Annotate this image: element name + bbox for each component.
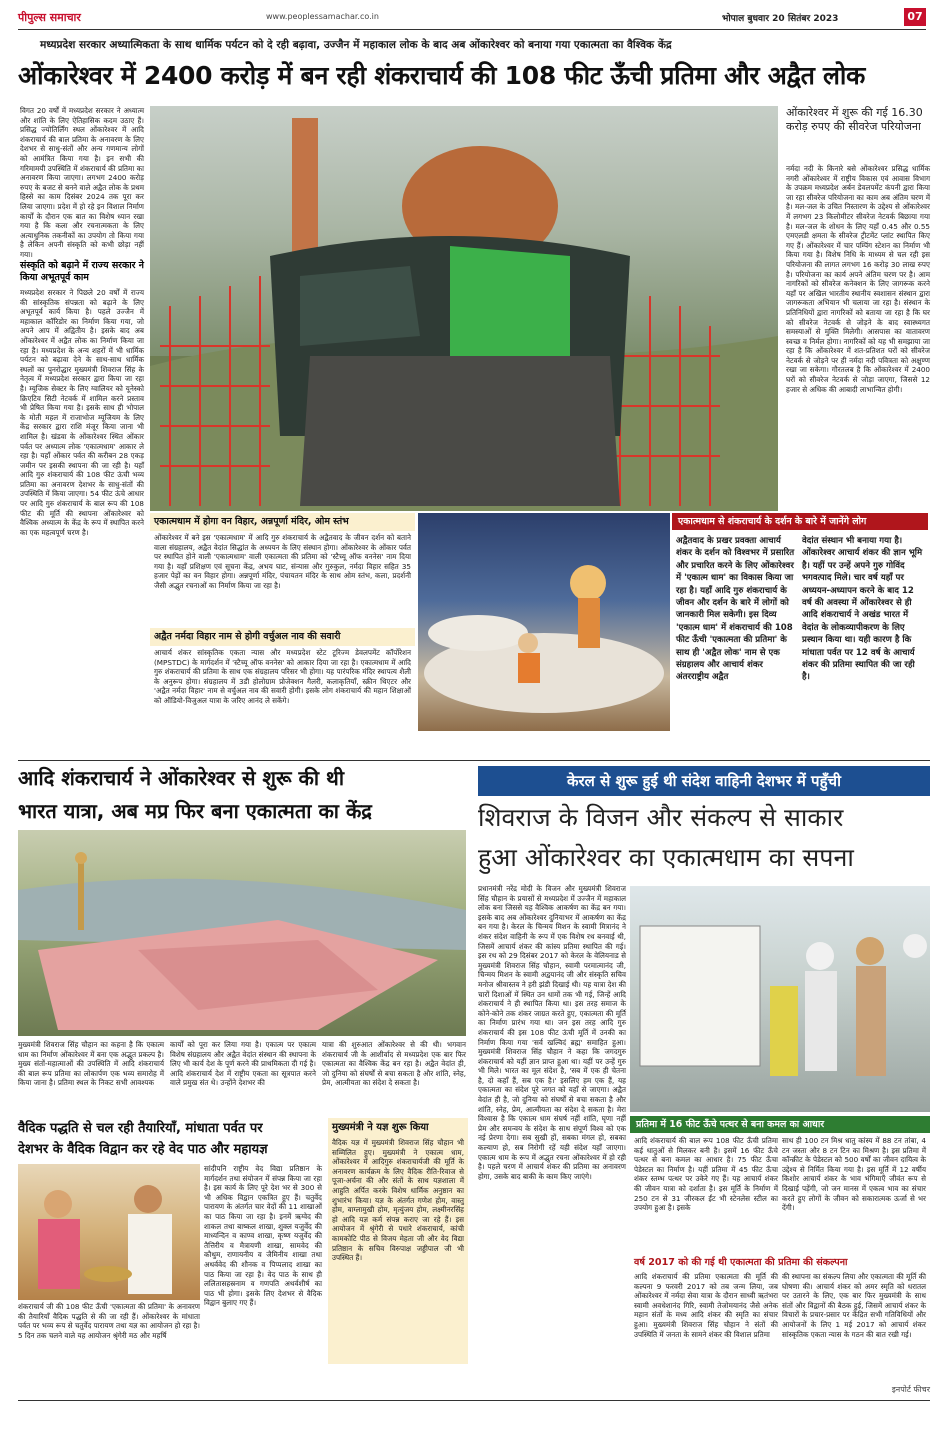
narmada-vihar-headline: अद्वैत नर्मदा विहार नाम से होगी वर्चुअल नाव की सवारी: [150, 628, 415, 646]
narmada-vihar-box: [150, 628, 415, 750]
masthead-website: www.peoplessamachar.co.in: [266, 12, 379, 21]
yatra-col2: कार्यों को पूरा कर लिया गया है। एकात्म पर एकात्म विशेष संग्रहालय और अद्वैत वेदांत संस्थान की स्थापना के लिए भी कार्य देश के पूर्ण करने की प्राथमिकता दी गई है। आदि शंकराचार्य देश में राष्ट्रीय एकता का सूत्रपात करने वाले प्रमुख संत थे। उन्होंने देशभर की: [170, 1040, 316, 1088]
cm-visit-photo: [630, 886, 930, 1112]
darshan-box: [672, 513, 928, 751]
footer-credit: इनपोर्ट फीचर: [891, 1385, 930, 1394]
sankalpana-col2: की स्थापना का संकल्प लिया और एकात्मता की मूर्ति की घोषणा की। आचार्य शंकर को अमर स्मृति को धरातल पर उतारने के लिए, एक बार फिर मुख्यमंत्री के साथ संतों और विद्वानों की बैठक हुई, जिसमें आचार्य शंकर के विचारों के प्रचार-प्रसार पर केंद्रित सभी गतिविधियों और आयोजनों के लिए 1 मई 2017 को आचार्य शंकर सांस्कृतिक एकता न्यास के गठन की बात रखी गई।: [782, 1272, 926, 1339]
yajna-photo: [18, 1164, 200, 1300]
narmada-vihar-body: आचार्य शंकर सांस्कृतिक एकता न्यास और मध्यप्रदेश स्टेट टूरिज्म डेवलपमेंट कॉर्पोरेशन (MPSTDC) के मार्गदर्शन में 'स्टैच्यू ऑफ वननेस' को आकार दिया जा रहा है। एकात्मधाम में आदि गुरु शंकराचार्य की प्रतिमा के साथ एक संग्रहालय परिसर भी होगा। यह पारंपरिक मंदिर स्थापत्य शैली के अनुरूप होगा। संग्रहालय में 3डी होलोग्राम प्रोजेक्शन गैलरी, कलाकृतियाँ, स्क्रीन थिएटर और 'अद्वैत नर्मदा विहार' नाम से वर्चुअल नाव की सवारी होगी। इसके लोग शंकराचार्य की महान शिक्षाओं को ऑडियो-विजुअल यात्रा के जरिए आनंद ले सकेंगे।: [154, 648, 411, 705]
kerala-headline-line2: हुआ ओंकारेश्वर का एकात्मधाम का सपना: [478, 843, 854, 872]
sankalpana-col1: आदि शंकराचार्य की प्रतिमा एकात्मता की मूर्ति की कल्पना 9 फरवरी 2017 को तब जन्म लिया, जब ओंकारेश्वर में नर्मदा सेवा यात्रा के दौरान साध्वी ऋतंभरा स्वामी अवधेशानंद गिरि, स्वामी तेजोमयानंद जैसे अनेक महान संतों के मध्य आदि शंकर की स्मृति का संचार हुआ। मुख्यमंत्री शिवराज सिंह चौहान ने संतों की उपस्थिति में जनता के सामने शंकर की विशाल प्रतिमा: [634, 1272, 778, 1339]
vaidik-headline-line2: देशभर के वैदिक विद्वान कर रहे वेद पाठ और महायज्ञ: [18, 1142, 268, 1157]
kicker: मध्यप्रदेश सरकार अध्यात्मिकता के साथ धार्मिक पर्यटन को दे रही बढ़ावा, उज्जैन में महाकाल लोक के बाद अब ओंकारेश्वर को बनाया गया एकात्मता का वैश्विक केंद्र: [40, 39, 672, 51]
sankalpana-box: [630, 1254, 930, 1378]
kamal-headline: प्रतिमा में 16 फीट ऊँचे पत्थर से बना कमल का आधार: [630, 1116, 930, 1133]
left-column: [20, 106, 144, 537]
ekatmadham-aerial-photo: [18, 830, 466, 1036]
culture-subhead: संस्कृति को बढ़ाने में राज्य सरकार ने किया अभूतपूर्व काम: [20, 260, 144, 283]
kerala-banner: केरल से शुरू हुई थी संदेश वाहिनी देशभर में पहुँची: [478, 766, 930, 796]
aerial-illustration: [18, 830, 466, 1036]
darshan-col2: वेदांत संस्थान भी बनाया गया है। ओंकारेश्वर आचार्य शंकर की ज्ञान भूमि है। यहीं पर उन्हें अपने गुरु गोविंद भगवत्पाद मिले। चार वर्ष यहाँ पर अध्ययन-अध्यापन करने के बाद 12 वर्ष की अवस्था में ओंकारेश्वर से ही आदि शंकराचार्य ने अखंड भारत में वेदांत के लोकव्यापीकरण के लिए प्रस्थान किया था। यही कारण है कि मांधाता पर्वत पर 12 वर्ष के आचार्य शंकर की प्रतिमा स्थापित की जा रही है।: [802, 536, 923, 683]
yatra-headline-line1: आदि शंकराचार्य ने ओंकारेश्वर से शुरू की थी: [18, 766, 344, 790]
footer-rule: [18, 1400, 930, 1401]
mukhyamantri-box: [328, 1118, 468, 1364]
scaffold-illustration: [150, 106, 778, 511]
kerala-body: प्रधानमंत्री नरेंद्र मोदी के विजन और मुख्यमंत्री शिवराज सिंह चौहान के प्रयासों से मध्यप्रदेश में उज्जैन में महाकाल लोक बना जिससे यह वैश्विक आकर्षण का केंद्र बन गया। इसके बाद अब ओंकारेश्वर दुनियाभर में आकर्षण का केंद्र बन गया है। केरल के चिन्मय मिशन के स्वामी मित्रानंद ने शंकर संदेश वाहिनी के रूप में एक विशेष रथ बनवाई थी, जिसमें आचार्य शंकर की कांस्य प्रतिमा स्थापित की गई। इस रथ को 29 दिसंबर 2017 को केरल के वेलियनाड से मुख्यमंत्री शिवराज सिंह चौहान, स्वामी परमात्मानंद जी, चिन्मय मिशन के स्वामी अद्वयानंद जी और संस्कृति सचिव मनोज श्रीवास्तव ने हरी झंडी दिखाई थी। यह यात्रा देश की चारों दिशाओं में स्थित उन धामों तक भी गई, जिन्हें आदि शंकराचार्य ने ही स्थापित किया था। इस तरह समाज के कोने-कोने तक शंकर जाग्रत करते हुए, एकात्मता की मूर्ति का निर्माण प्रारंभ गया था। जन इस तरह आदि गुरु शंकराचार्य की इस 108 फीट ऊंची मूर्ति में उनकी का निर्माण किया गया 'सर्व खल्विदं ब्रह्म' समाहित हुआ। मुख्यमंत्री शिवराज सिंह चौहान ने कहा कि जगदगुरु शंकराचार्य को यहीं ज्ञान प्राप्त हुआ था। यहीं पर उन्हें गुरु भी मिले। भारत का मूल संदेश है, 'सब में एक ही चेतना है, दो कहाँ हैं, सब एक है।' इसलिए हम एक हैं, यह एकात्मता का संदेश पूरे जगत को यहाँ से जाएगा। अद्वैत वेदांत ही है, जो दुनिया को संघर्षों से बचा सकता है और शांति, स्नेह, प्रेम, आत्मीयता का संदेश दे सकता है। मेरा विश्वास है कि एकात्म धाम संघर्ष नहीं शांति, घृणा नहीं प्रेम और समन्वय के संदेश के साथ संपूर्ण विश्व को एक नई प्रेरणा देगा। सब सुखी हों, सबका मंगल हो, सबका कल्याण हो, सब निरोगी रहें यही संदेश यहाँ जाएगा। एकात्म धाम के रूप में अद्भुत रचना ओंकारेश्वर में हो रही है। पहले चरण में आचार्य शंकर की प्रतिमा का अनावरण होगा, उसके बाद बाकी के काम किए जाएंगे।: [478, 884, 626, 1181]
cm-visit-illustration: [630, 886, 930, 1112]
ekatmadham-box: [150, 513, 415, 627]
yajna-illustration: [18, 1164, 200, 1300]
divider-horizontal: [18, 760, 930, 761]
culture-paragraph: मध्यप्रदेश सरकार ने पिछले 20 वर्षों में राज्य की सांस्कृतिक संपन्नता को बढ़ाने के लिए अभूतपूर्व कार्य किया है। पहले उज्जैन में महाकाल कॉरिडोर का निर्माण किया गया, जो अपने आप में अद्वितीय है। इसके बाद अब ओंकारेश्वर में अद्वैत लोक का निर्माण किया जा रहा है। मध्यप्रदेश के अन्य शहरों में भी धार्मिक पर्यटन को बढ़ावा देने के साथ-साथ धार्मिक स्थलों का पुनरोद्धार मुख्यमंत्री शिवराज सिंह के नेतृत्व में मध्यप्रदेश सरकार द्वारा किया जा रहा है। म्यूजिक सेक्टर के लिए ग्वालियर को यूनेस्को क्रिएटिव सिटी नेटवर्क में शामिल करने प्रस्ताव भी प्रेषित किया गया है। इसके साथ ही भोपाल के मोती महल में राजाभोज म्यूजियम के लिए केंद्र सरकार द्वारा राशि मंजूर किया जाना भी शामिल है। खंडवा के ओंकारेश्वर स्थित ओंकार पर्वत पर अध्यात्म लोक 'एकात्मधाम' आकार ले रहा है। यहाँ ओंकार पर्वत की करीबन 28 एकड़ जमीन पर इसकी स्थापना की जा रही है। यहाँ आदि गुरु शंकराचार्य की 108 फीट ऊंची भव्य प्रतिमा का अनावरण देशभर के साधु-संतों की उपस्थिति में किया जाएगा। 54 फीट ऊंचे आधार पर आदि गुरु शंकराचार्य के बाल रूप की 108 फीट की मूर्ति की स्थापना ओंकारेश्वर को वैश्विक अध्यात्म के केंद्र के रूप में स्थापित करने का एक महत्वपूर्ण चरण है।: [20, 288, 144, 537]
mukhyamantri-body: वैदिक यज्ञ में मुख्यमंत्री शिवराज सिंह चौहान भी सम्मिलित हुए। मुख्यमंत्री ने एकात्म धाम, ओंकारेश्वर में आदिगुरु शंकराचार्यजी की मूर्ति के अनावरण कार्यक्रम के लिए वैदिक रीति-रिवाज से पूजा-अर्चना की और संतों के साथ यज्ञशाला में आहुति अर्पित करके विशेष धार्मिक अनुष्ठान का शुभारंभ किया। यज्ञ के अंतर्गत गणेश होम, वास्तु होम, वाग्लामुखी होम, मृत्युंजय होम, लक्ष्मीनरसिंह हो आदि यज्ञ कर्म संपन्न कराए जा रहे हैं। इस आयोजन में श्रृंगेरी से पधारे शंकराचार्य, कांची कामकोटि पीठ से विजय मेहता जी और वेद विद्या प्रतिष्ठान के सचिव विरुपाक्ष जड्डीपाल जी भी उपस्थित हैं।: [332, 1138, 464, 1263]
painting-illustration: [418, 513, 670, 731]
masthead-page-number: 07: [904, 8, 926, 26]
vaidik-col2: सांदीपनि राष्ट्रीय वेद विद्या प्रतिष्ठान के मार्गदर्शन तथा संयोजन में संपन्न किया जा रहा है। इस कार्य के लिए पूरे देश भर से 300 से भी अधिक विद्वान एकत्रित हुए हैं। चतुर्वेद पारायण के अंतर्गत चार वेदों की 11 शाखाओं का पाठ किया जा रहा है। इनमें ऋग्वेद की शाकल तथा बाष्कल शाखा, शुक्ल यजुर्वेद की माध्यन्दिन व काण्व शाखा, कृष्ण यजुर्वेद की तैत्तिरीय व मैत्रायणी शाखा, सामवेद की कौथुम, राणायनीय व जैमिनीय शाखा तथा अथर्ववेद की शौनक व पिप्पलाद शाखा का पाठ किया जा रहा है। वेद पाठ के साथ ही ललितासहस्रनाम व गणपति अथर्वशीर्ष का पाठ भी होगा। इसके लिए देशभर से वैदिक विद्वान बुलाए गए हैं।: [204, 1164, 322, 1308]
sewerage-headline: ओंकारेश्वर में शुरू की गई 16.30 करोड़ रुपए की सीवरेज परियोजना: [786, 106, 923, 133]
darshan-col1: अद्वैतवाद के प्रखर प्रवक्ता आचार्य शंकर के दर्शन को विश्वभर में प्रसारित और प्रचारित करने के लिए ओंकारेश्वर में 'एकात्म धाम' का विकास किया जा रहा है। यहाँ आदि गुरु शंकराचार्य के जीवन और दर्शन के बारे में लोगों को जानकारी मिल सकेगी। इस दिव्य 'एकात्म धाम' में शंकराचार्य की 108 फीट ऊँची 'एकात्मता की प्रतिमा' के साथ ही 'अद्वैत लोक' नाम से एक संग्रहालय और आचार्य शंकर अंतरराष्ट्रीय अद्वैत: [676, 536, 795, 683]
sankalpana-headline: वर्ष 2017 को की गई थी एकात्मता की प्रतिमा की संकल्पना: [634, 1257, 848, 1268]
vaidik-headline-line1: वैदिक पद्धति से चल रही तैयारियाँ, मांधाता पर्वत पर: [18, 1121, 263, 1136]
sewerage-column: [786, 106, 930, 510]
ekatmadham-body: ओंकारेश्वर में बने इस 'एकात्मधाम' में आदि गुरु शंकराचार्य के अद्वैतवाद के जीवन दर्शन को बताने वाला संग्रहालय, अद्वैत वेदांत सिद्धांत के अध्ययन के लिए संस्थान होगा। ओंकारेश्वर के ओंकार पर्वत पर स्थापित होने वाली 'एकात्मधाम' वाली एकात्मता की प्रतिमा को 'स्टैच्यू ऑफ वननेस' नाम दिया गया है। यहाँ प्रशिक्षण एवं सूचना केंद्र, अभय घाट, संन्यास और गुरुकुल, नर्मदा विहार सहित 35 हजार पेड़ों का वन विहार होगा। अन्नपूर्णा मंदिर, पंचायतन मंदिर के साथ ओम स्तंभ, कला, प्रदर्शनी जैसी अद्भुत रचनाओं का निर्माण किया जा रहा है।: [154, 533, 411, 590]
yatra-col1: मुख्यमंत्री शिवराज सिंह चौहान का कहना है कि एकात्म धाम का निर्माण ओंकारेश्वर में बना एक अद्भुत प्रकल्प है। मुख्य संतों-महात्माओं की उपस्थिति में आदि शंकराचार्य की बाल रूप प्रतिमा का लोकार्पण एक भव्य समारोह में किया जाना है। प्रतिमा स्थल के निकट सभी आवश्यक: [18, 1040, 164, 1088]
kamal-col2: साथ ही 100 टन मिश्र धातु कांस्य में 88 टन तांबा, 4 टन जस्ता और 8 टन टिन का मिश्रण है। इस प्रतिमा में कॉन्क्रीट के पेडेस्टल को 500 वर्षों का जीवन दायित्व के उद्देश्य से निर्मित किया गया है। इस मूर्ति में 12 वर्षीय किशोर आचार्य शंकर के भाव भंगिमाएँ जीवंत रूप से दिखाई पड़ेंगी, जो जन मानस में एकत्व भाव का संचार करते हुए लोगों के जीवन को सकारात्मक ऊर्जा से भर देंगी।: [782, 1136, 926, 1213]
masthead-dateline: भोपाल बुधवार 20 सितंबर 2023: [722, 14, 839, 24]
yatra-col3: यात्रा की शुरुआत ओंकारेश्वर से की थी। भगवान शंकराचार्य जी के आशीर्वाद से मध्यप्रदेश एक बार फिर एकात्मता का वैश्विक केंद्र बन रहा है। अद्वैत वेदांत ही, जो दुनिया को संघर्षों से बचा सकता है और शांति, स्नेह, प्रेम, आत्मीयता का संदेश दे सकता है।: [322, 1040, 466, 1088]
shankaracharya-painting: [418, 513, 670, 731]
kerala-headline-line1: शिवराज के विजन और संकल्प से साकार: [478, 803, 844, 832]
sewerage-body: नर्मदा नदी के किनारे बसे ओंकारेश्वर प्रसिद्ध धार्मिक नगरी ओंकारेश्वर में राष्ट्रीय विकास एवं आवास विभाग के उपक्रम मध्यप्रदेश अर्बन डेवलपमेंट कंपनी द्वारा किया जा रहा सीवरेज परियोजना का काम अब अंतिम चरण में है। मल-जल के उचित निस्तारण के उद्देश्य से ओंकारेश्वर में लगभग 23 किलोमीटर सीवरेज नेटवर्क बिछाया गया है। मल-जल के शोधन के लिए यहाँ 0.45 और 0.55 एमएलडी क्षमता के सीवरेज ट्रीटमेंट प्लांट स्थापित किए गए हैं। ओंकारेश्वर में चार पम्पिंग स्टेशन का निर्माण भी किया गया है। विशेष निधि के माध्यम से चल रही इस परियोजना की लागत लगभग 16 करोड़ 30 लाख रुपए है। परियोजना का कार्य अपने अंतिम चरण पर है। आम नागरिकों को सीवरेज कनेक्शन के लिए जागरूक करने यहाँ पर अखिल भारतीय स्थानीय स्वशासन संस्थान द्वारा जागरूकता अभियान भी चलाया जा रहा है। संस्थान के प्रतिनिधियों द्वारा नागरिकों को बताया जा रहा है कि घर को सीवरेज नेटवर्क से जोड़ने के बाद स्वास्थ्यगत समस्याओं से मुक्ति मिलेगी। आसपास का वातावरण स्वच्छ व निर्मल होगा। नागरिकों को यह भी समझाया जा रहा है कि ओंकारेश्वर में शत-प्रतिशत घरों को सीवरेज नेटवर्क से जोड़ने पर ही नर्मदा नदी पवित्रता को अक्षुण्ण रखा जा सकेगा। गौरतलब है कि ओंकारेश्वर में 2400 घरों को सीवरेज नेटवर्क से जोड़ा जाएगा, जिससे 12 हजार से अधिक की आबादी लाभान्वित होगी।: [786, 164, 930, 394]
darshan-headline: एकात्मधाम से शंकराचार्य के दर्शन के बारे में जानेंगे लोग: [672, 513, 928, 530]
intro-paragraph: विगत 20 वर्षों में मध्यप्रदेश सरकार ने अध्यात्म और शांति के लिए ऐतिहासिक कदम उठाए हैं। प्रसिद्ध ज्योतिर्लिंग स्थल ओंकारेश्वर में आदि शंकराचार्य की बाल प्रतिमा के अनावरण के लिए देशभर से साधु-संतों और अन्य गणमान्य लोगों को आमंत्रित किया गया है। इन सभी की गरिमामयी उपस्थिति में शंकराचार्य की प्रतिमा का अनावरण किया जाएगा। लगभग 2400 करोड़ रुपए के बजट से बनने वाले अद्वैत लोक के प्रथम हिस्से का काम दिसंबर 2024 तक पूरा कर लिया जाएगा। प्रदेश में हो रहे इन विशाल निर्माण कार्यों के दौरान एक बात का विशेष ध्यान रखा गया है कि कला और रचनात्मकता के लिए अत्याधुनिक तकनीकों का उपयोग तो किया गया है लेकिन अपनी संस्कृति को कभी छोड़ा नहीं गया।: [20, 106, 144, 259]
masthead: [18, 8, 926, 30]
mukhyamantri-headline: मुख्यमंत्री ने यज्ञ शुरू किया: [332, 1122, 429, 1133]
yatra-headline-line2: भारत यात्रा, अब मप्र फिर बना एकात्मता का केंद्र: [18, 799, 372, 823]
kamal-col1: आदि शंकराचार्य की बाल रूप 108 फीट ऊँची प्रतिमा कई धातुओं से मिलकर बनी है। इसमें 16 फीट ऊँचे पत्थर से बना कमल का आधार है। 75 फीट ऊँचा पेडेस्टल का निर्माण है। यहीं प्रतिमा में 45 फीट ऊँचा शंकर स्तम्भ पत्थर पर उकेरे गए हैं। यह आचार्य शंकर की जीवन यात्रा को दर्शाता है। इस मूर्ति के निर्माण में 250 टन से 31 जीरकल ईंट भी स्टेनलेस स्टील का उपयोग हुआ है। इसके: [634, 1136, 778, 1213]
page-headline: ओंकारेश्वर में 2400 करोड़ में बन रही शंकराचार्य की 108 फीट ऊँची प्रतिमा और अद्वैत लोक: [18, 61, 865, 90]
ekatmadham-headline: एकात्मधाम में होगा वन विहार, अन्नपूर्णा मंदिर, ओम स्तंभ: [150, 513, 415, 531]
statue-construction-photo: [150, 106, 778, 511]
masthead-logo: पीपुल्स समाचार: [18, 11, 81, 24]
yajna-photo-caption: शंकराचार्य जी की 108 फीट ऊँची 'एकात्मता की प्रतिमा' के अनावरण की तैयारियाँ वैदिक पद्धति से की जा रही हैं। ओंकारेश्वर के मांधाता पर्वत पर भव्य रूप से चतुर्वेद पारायण तथा यज्ञ का आयोजन हो रहा है। 5 दिन तक चलने वाले यह आयोजन श्रृंगेरी मठ और महर्षि: [18, 1302, 200, 1340]
kamal-box: [630, 1116, 930, 1252]
